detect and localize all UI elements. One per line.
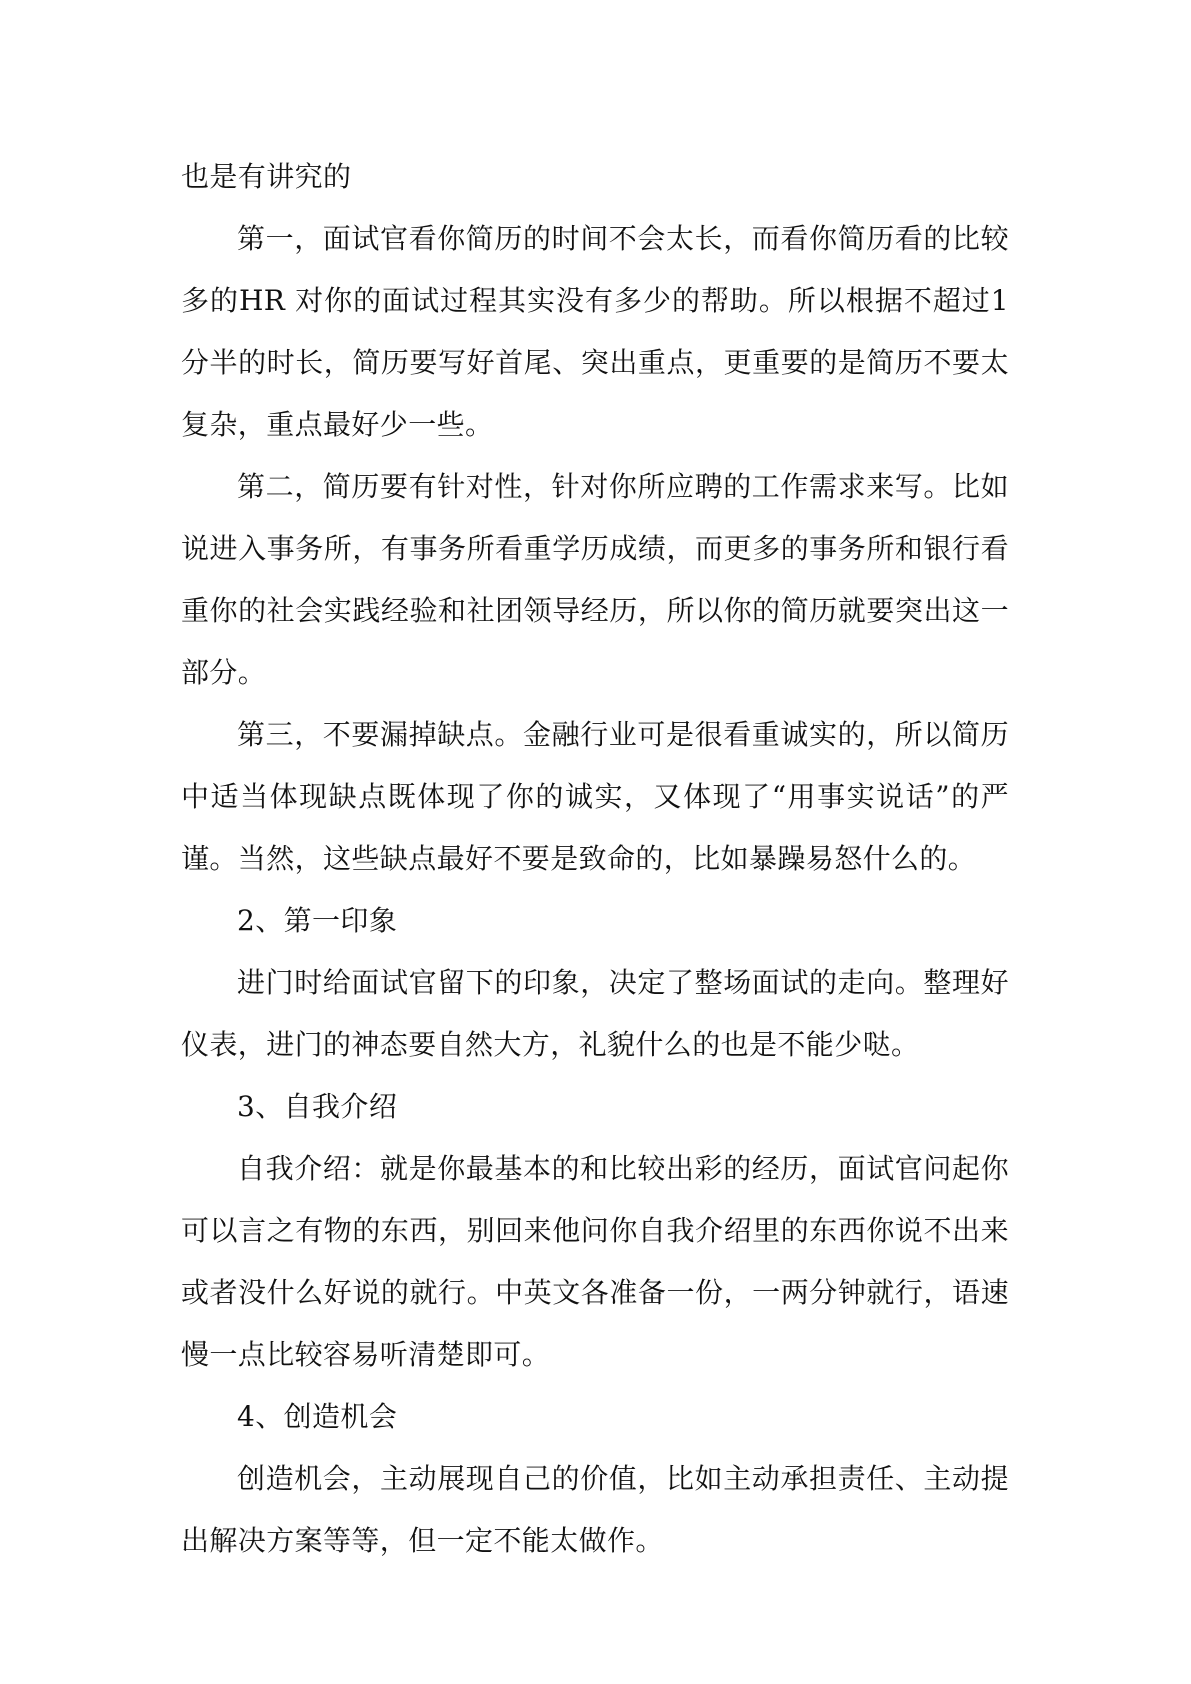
document-body [181, 146, 1009, 1572]
paragraph-resume-weaknesses: 第三，不要漏掉缺点。金融行业可是很看重诚实的，所以简历中适当体现缺点既体现了你的诚实，又体现了“用事实说话”的严谨。当然，这些缺点最好不要是致命的，比如暴躁易怒什么的。 [181, 718, 1009, 875]
paragraph-resume-length: 第一，面试官看你简历的时间不会太长，而看你简历看的比较多的HR 对你的面试过程其实没有多少的帮助。所以根据不超过1分半的时长，简历要写好首尾、突出重点，更重要的是简历不要太复杂，重点最好少一些。 [181, 222, 1009, 441]
paragraph-create-opportunity: 创造机会，主动展现自己的价值，比如主动承担责任、主动提出解决方案等等，但一定不能太做作。 [181, 1462, 1009, 1557]
paragraph-continuation: 也是有讲究的 [181, 160, 352, 193]
paragraph-first-impression: 进门时给面试官留下的印象，决定了整场面试的走向。整理好仪表，进门的神态要自然大方，礼貌什么的也是不能少哒。 [181, 966, 1009, 1061]
section-heading-self-introduction: 3、自我介绍 [237, 1090, 398, 1123]
section-heading-first-impression: 2、第一印象 [237, 904, 398, 937]
paragraph-resume-targeting: 第二，简历要有针对性，针对你所应聘的工作需求来写。比如说进入事务所，有事务所看重学历成绩，而更多的事务所和银行看重你的社会实践经验和社团领导经历，所以你的简历就要突出这一部分。 [181, 470, 1009, 689]
paragraph-self-introduction: 自我介绍：就是你最基本的和比较出彩的经历，面试官问起你可以言之有物的东西，别回来他问你自我介绍里的东西你说不出来或者没什么好说的就行。中英文各准备一份，一两分钟就行，语速慢一点比较容易听清楚即可。 [181, 1152, 1009, 1371]
section-heading-create-opportunity: 4、创造机会 [237, 1400, 398, 1433]
